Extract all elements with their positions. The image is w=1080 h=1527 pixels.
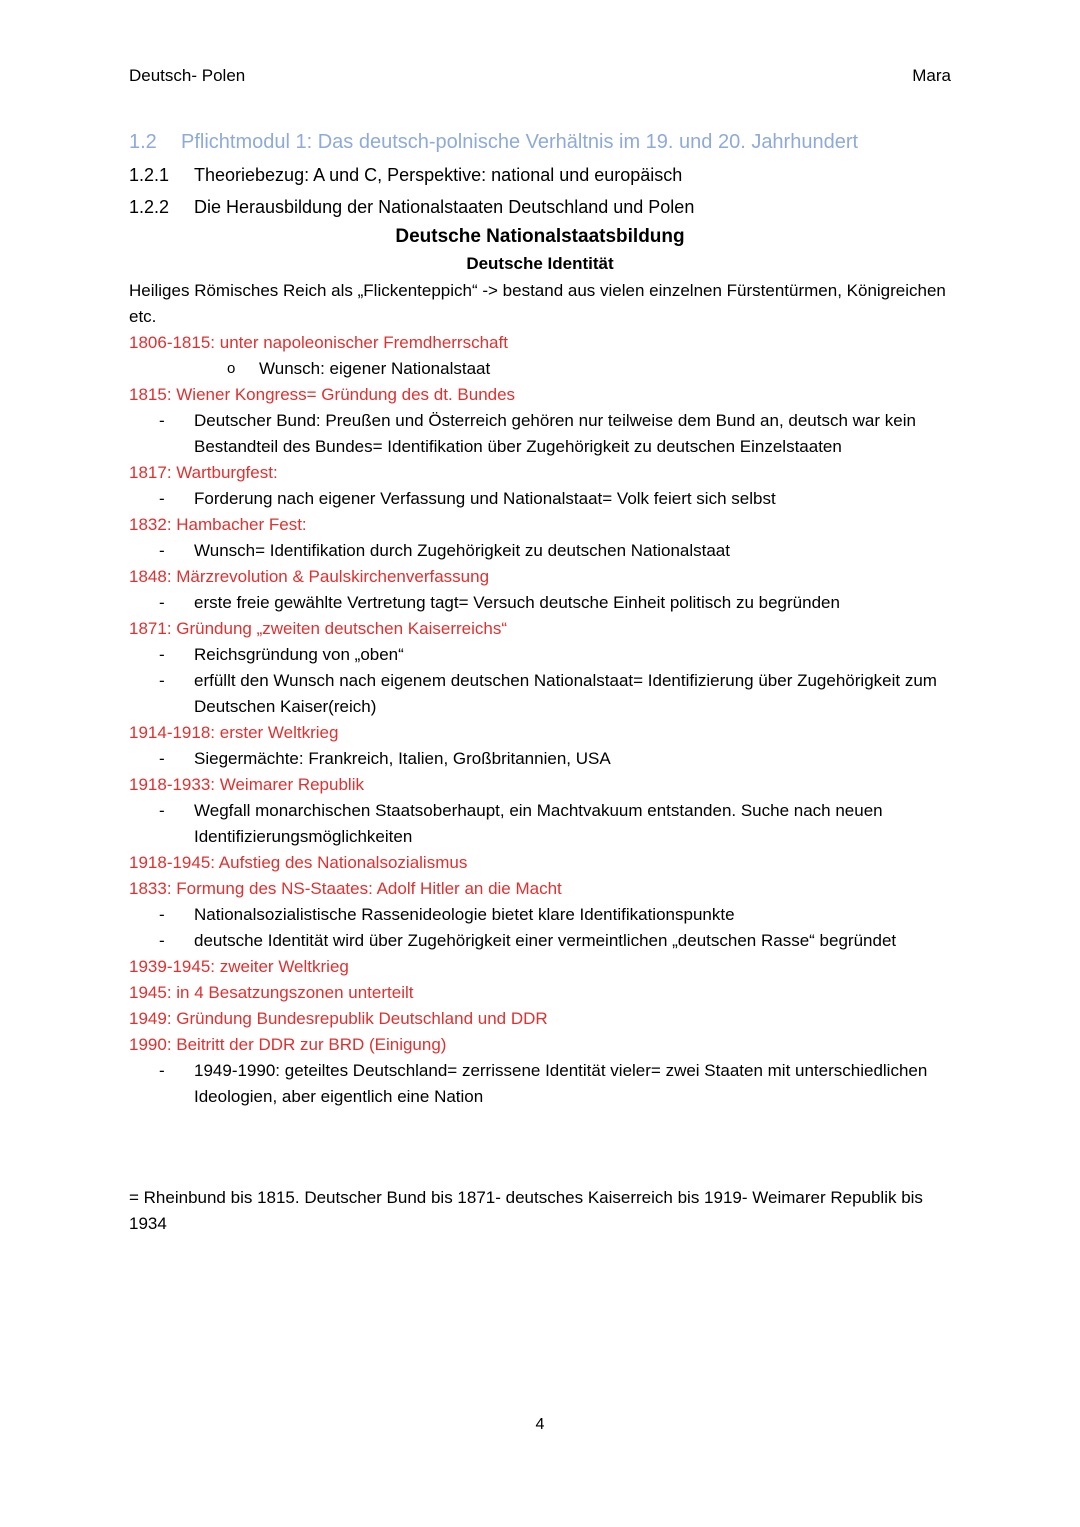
timeline-bullet-text: Reichsgründung von „oben“ xyxy=(194,645,404,664)
timeline-heading: 1871: Gründung „zweiten deutschen Kaiserreichs“ xyxy=(129,619,507,638)
timeline-bullet-text: Nationalsozialistische Rassenideologie bietet klare Identifikationspunkte xyxy=(194,905,735,924)
timeline-bullet xyxy=(129,642,951,668)
timeline-bullet xyxy=(129,902,951,928)
dash-bullet-icon: - xyxy=(159,801,165,820)
center-title: Deutsche Nationalstaatsbildung xyxy=(395,226,685,247)
heading-1-2-number: 1.2 xyxy=(129,131,157,153)
summary-text: = Rheinbund bis 1815. Deutscher Bund bis 1871- deutsches Kaiserreich bis 1919- Weimarer Republik bis 1934 xyxy=(129,1188,923,1233)
heading-1-2 xyxy=(129,131,858,154)
dash-bullet-icon: - xyxy=(159,411,165,430)
timeline-heading: 1949: Gründung Bundesrepublik Deutschland und DDR xyxy=(129,1009,548,1028)
circle-bullet-icon: o xyxy=(227,360,236,377)
dash-bullet-icon: - xyxy=(159,905,165,924)
heading-1-2-2 xyxy=(129,197,694,218)
timeline-bullet xyxy=(129,590,951,616)
timeline-bullet-text: Forderung nach eigener Verfassung und Nationalstaat= Volk feiert sich selbst xyxy=(194,489,776,508)
dash-bullet-icon: - xyxy=(159,931,165,950)
timeline-heading: 1806-1815: unter napoleonischer Fremdherrschaft xyxy=(129,333,508,352)
timeline-bullet-text: Wunsch= Identifikation durch Zugehörigkeit zu deutschen Nationalstaat xyxy=(194,541,730,560)
heading-1-2-title: Pflichtmodul 1: Das deutsch-polnische Verhältnis im 19. und 20. Jahrhundert xyxy=(181,131,859,153)
timeline-heading: 1990: Beitritt der DDR zur BRD (Einigung) xyxy=(129,1035,447,1054)
timeline-heading: 1918-1945: Aufstieg des Nationalsozialismus xyxy=(129,853,468,872)
intro-text: Heiliges Römisches Reich als „Flickenteppich“ -> bestand aus vielen einzelnen Fürstentürmen, Königreichen etc. xyxy=(129,281,946,326)
timeline-bullet-text: Deutscher Bund: Preußen und Österreich gehören nur teilweise dem Bund an, deutsch war kein Bestandteil des Bundes= Identifikation über Zugehörigkeit zu deutschen Einzelstaaten xyxy=(194,411,916,456)
dash-bullet-icon: - xyxy=(159,645,165,664)
heading-1-2-2-number: 1.2.2 xyxy=(129,197,170,217)
timeline-sub-bullet-text: Wunsch: eigener Nationalstaat xyxy=(259,359,491,378)
timeline-bullet xyxy=(129,668,951,720)
timeline-heading: 1918-1933: Weimarer Republik xyxy=(129,775,364,794)
dash-bullet-icon: - xyxy=(159,1061,165,1080)
center-subtitle: Deutsche Identität xyxy=(466,254,614,273)
header-right: Mara xyxy=(912,66,951,85)
dash-bullet-icon: - xyxy=(159,489,165,508)
timeline-bullet-text: deutsche Identität wird über Zugehörigkeit einer vermeintlichen „deutschen Rasse“ begründet xyxy=(194,931,897,950)
timeline-bullet-text: erste freie gewählte Vertretung tagt= Versuch deutsche Einheit politisch zu begründen xyxy=(194,593,840,612)
heading-1-2-1 xyxy=(129,165,682,186)
dash-bullet-icon: - xyxy=(159,593,165,612)
timeline-heading: 1914-1918: erster Weltkrieg xyxy=(129,723,339,742)
timeline-sub-bullet xyxy=(129,356,951,382)
timeline-heading: 1848: Märzrevolution & Paulskirchenverfassung xyxy=(129,567,490,586)
heading-1-2-1-title: Theoriebezug: A und C, Perspektive: national und europäisch xyxy=(194,165,683,185)
timeline-bullet xyxy=(129,798,951,850)
timeline-bullet xyxy=(129,928,951,954)
timeline-bullet xyxy=(129,486,951,512)
timeline-bullet xyxy=(129,1058,951,1110)
timeline-bullet-text: Siegermächte: Frankreich, Italien, Großbritannien, USA xyxy=(194,749,611,768)
timeline-heading: 1832: Hambacher Fest: xyxy=(129,515,307,534)
timeline-bullet xyxy=(129,538,951,564)
timeline-bullet-text: erfüllt den Wunsch nach eigenem deutschen Nationalstaat= Identifizierung über Zugehörigkeit zum Deutschen Kaiser(reich) xyxy=(194,671,937,716)
timeline-heading: 1817: Wartburgfest: xyxy=(129,463,278,482)
timeline-heading: 1945: in 4 Besatzungszonen unterteilt xyxy=(129,983,414,1002)
timeline-bullet-text: Wegfall monarchischen Staatsoberhaupt, ein Machtvakuum entstanden. Suche nach neuen Identifizierungsmöglichkeiten xyxy=(194,801,883,846)
header-left: Deutsch- Polen xyxy=(129,66,246,85)
timeline-heading: 1815: Wiener Kongress= Gründung des dt. Bundes xyxy=(129,385,516,404)
timeline-body xyxy=(129,278,951,1110)
dash-bullet-icon: - xyxy=(159,671,165,690)
timeline-bullet xyxy=(129,746,951,772)
heading-1-2-2-title: Die Herausbildung der Nationalstaaten Deutschland und Polen xyxy=(194,197,695,217)
dash-bullet-icon: - xyxy=(159,541,165,560)
page-number: 4 xyxy=(535,1416,545,1433)
timeline-bullet-text: 1949-1990: geteiltes Deutschland= zerrissene Identität vieler= zwei Staaten mit unterschiedlichen Ideologien, aber eigentlich eine Nation xyxy=(194,1061,928,1106)
heading-1-2-1-number: 1.2.1 xyxy=(129,165,170,185)
timeline-bullet xyxy=(129,408,951,460)
dash-bullet-icon: - xyxy=(159,749,165,768)
timeline-heading: 1833: Formung des NS-Staates: Adolf Hitler an die Macht xyxy=(129,879,562,898)
timeline-heading: 1939-1945: zweiter Weltkrieg xyxy=(129,957,349,976)
